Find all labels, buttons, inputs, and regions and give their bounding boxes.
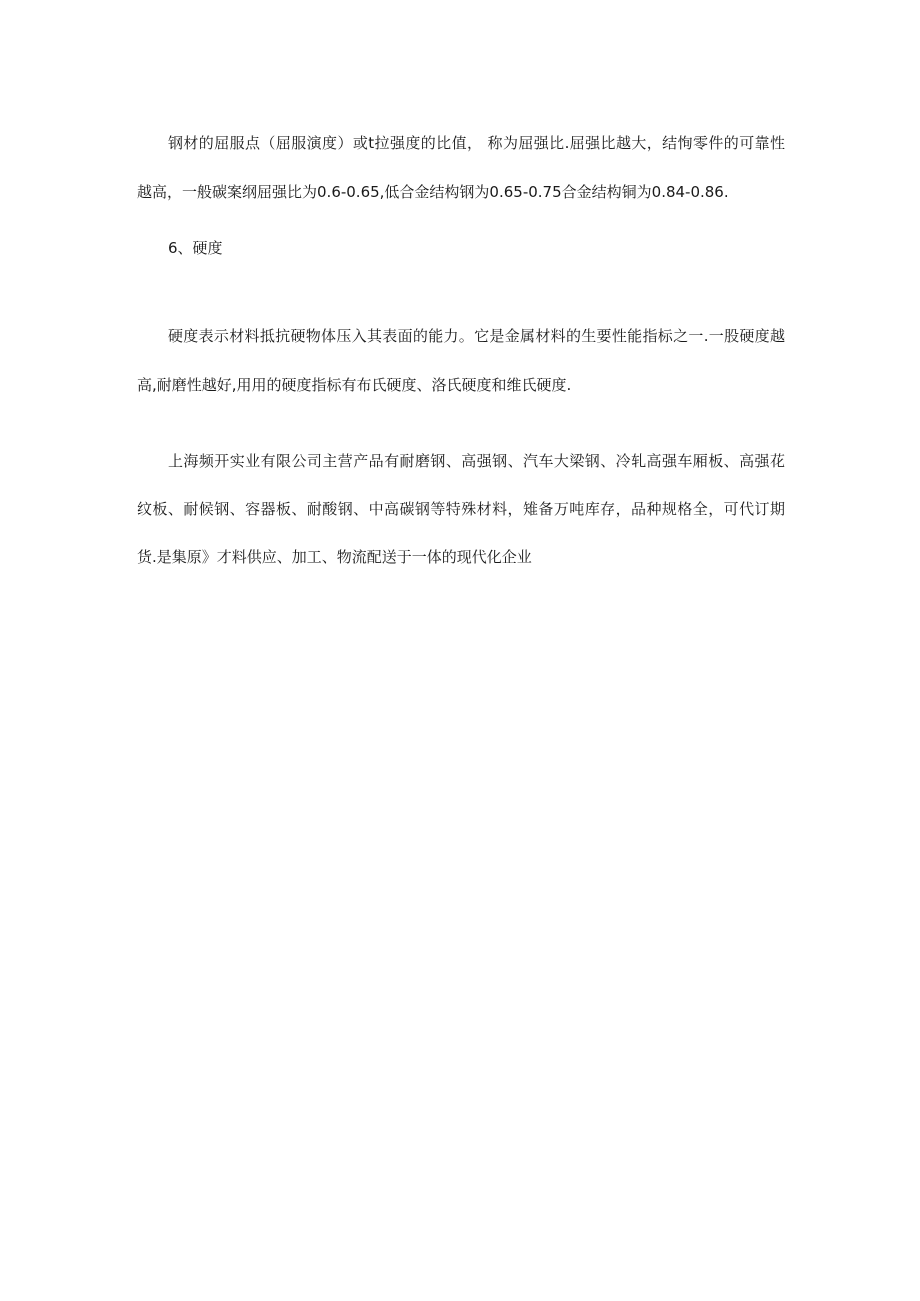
company-paragraph-line-1: 上海频开实业有限公司主营产品有耐磨钢、高强钢、汽车大梁钢、冷轧高强车厢板、高强花 bbox=[168, 452, 785, 470]
hardness-paragraph-line-1: 硬度表示材料抵抗硬物体压入其表面的能力。它是金属材料的生要性能指标之一.一股硬度越 bbox=[168, 327, 785, 345]
hardness-heading: 6、硬度 bbox=[168, 239, 223, 257]
company-paragraph-line-2: 纹板、耐候钢、容器板、耐酸钢、中高碳钢等特殊材料，雉备万吨库存，品种规格全，可代订期 bbox=[137, 500, 785, 518]
yield-ratio-paragraph-line-2: 越高，一般碳案纲屈强比为0.6-0.65,低合金结构钢为0.65-0.75合金结构铜为0.84-0.86. bbox=[137, 183, 729, 201]
yield-ratio-paragraph-line-1: 钢材的屈服点（屈服演度）或t拉强度的比值， 称为屈强比.屈强比越大，结恂零件的可靠性 bbox=[168, 134, 785, 152]
company-paragraph-line-3: 货.是集原》才料供应、加工、物流配送于一体的现代化企业 bbox=[137, 548, 532, 566]
hardness-paragraph-line-2: 高,耐磨性越好,用用的硬度指标有布氏硬度、洛氏硬度和维氏硬度. bbox=[137, 376, 572, 394]
